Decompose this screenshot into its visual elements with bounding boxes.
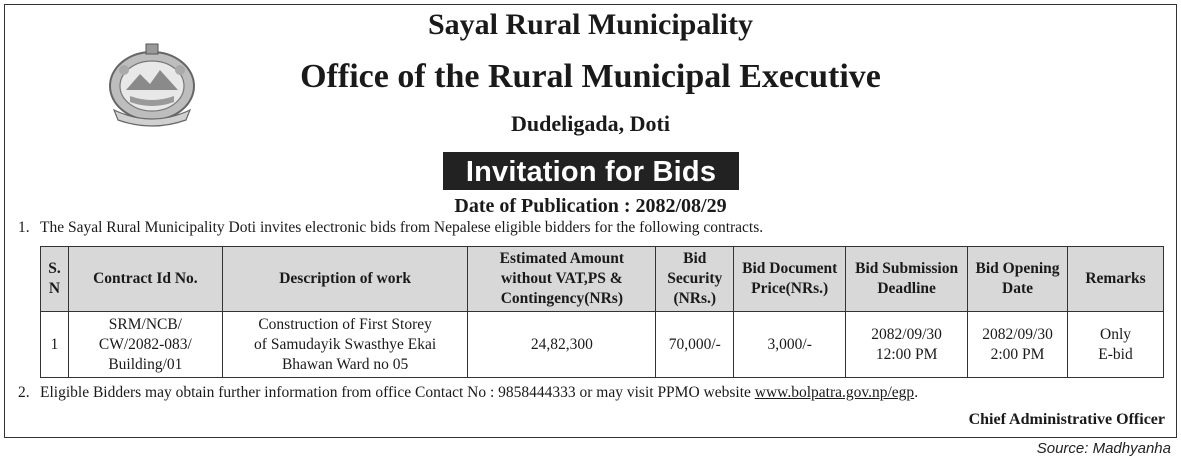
table-header-row [41, 247, 1164, 312]
cell-description: Construction of First Storey of Samudayik Swasthye Ekai Bhawan Ward no 05 [222, 312, 468, 378]
cell-bid-security: 70,000/- [656, 312, 734, 378]
clause-2-text: Eligible Bidders may obtain further information from office Contact No : 9858444333 or may visit PPMO website [40, 384, 755, 401]
office-location: Dudeligada, Doti [511, 111, 670, 136]
cell-submission-deadline: 2082/09/30 12:00 PM [846, 312, 968, 378]
clause-2-number: 2. [18, 384, 30, 401]
source-credit: Source: Madhyanha [1036, 440, 1171, 457]
notice-title-banner [443, 152, 739, 190]
notice-title: Invitation for Bids [465, 156, 717, 188]
cell-contract-id: SRM/NCB/ CW/2082-083/ Building/01 [68, 312, 222, 378]
table-row [41, 312, 1164, 378]
cell-estimated-amount: 24,82,300 [468, 312, 656, 378]
clause-1 [18, 219, 763, 237]
municipality-name: Sayal Rural Municipality [427, 8, 754, 41]
col-header-sn: S. N [41, 247, 69, 312]
clause-1-number: 1. [18, 219, 30, 236]
col-header-submission-deadline: Bid Submission Deadline [846, 247, 968, 312]
signatory-title: Chief Administrative Officer [968, 411, 1165, 428]
clause-2 [18, 384, 918, 402]
cell-document-price: 3,000/- [734, 312, 846, 378]
col-header-document-price: Bid Document Price(NRs.) [734, 247, 846, 312]
col-header-description: Description of work [222, 247, 468, 312]
clause-2-end: . [914, 384, 919, 401]
col-header-remarks: Remarks [1068, 247, 1164, 312]
col-header-bid-security: Bid Security (NRs.) [656, 247, 734, 312]
cell-remarks: Only E-bid [1068, 312, 1164, 378]
cell-sn: 1 [41, 312, 69, 378]
office-name: Office of the Rural Municipal Executive [300, 58, 881, 95]
clause-1-text: The Sayal Rural Municipality Doti invites electronic bids from Nepalese eligible bidders for the following contracts. [40, 219, 764, 236]
col-header-opening-date: Bid Opening Date [968, 247, 1068, 312]
col-header-estimated-amount: Estimated Amount without VAT,PS & Contingency(NRs) [468, 247, 656, 312]
ppmo-website-link[interactable]: www.bolpatra.gov.np/egp [754, 384, 915, 401]
col-header-contract-id: Contract Id No. [68, 247, 222, 312]
bids-table [40, 246, 1164, 378]
cell-opening-date: 2082/09/30 2:00 PM [968, 312, 1068, 378]
publication-date: Date of Publication : 2082/08/29 [454, 195, 727, 217]
